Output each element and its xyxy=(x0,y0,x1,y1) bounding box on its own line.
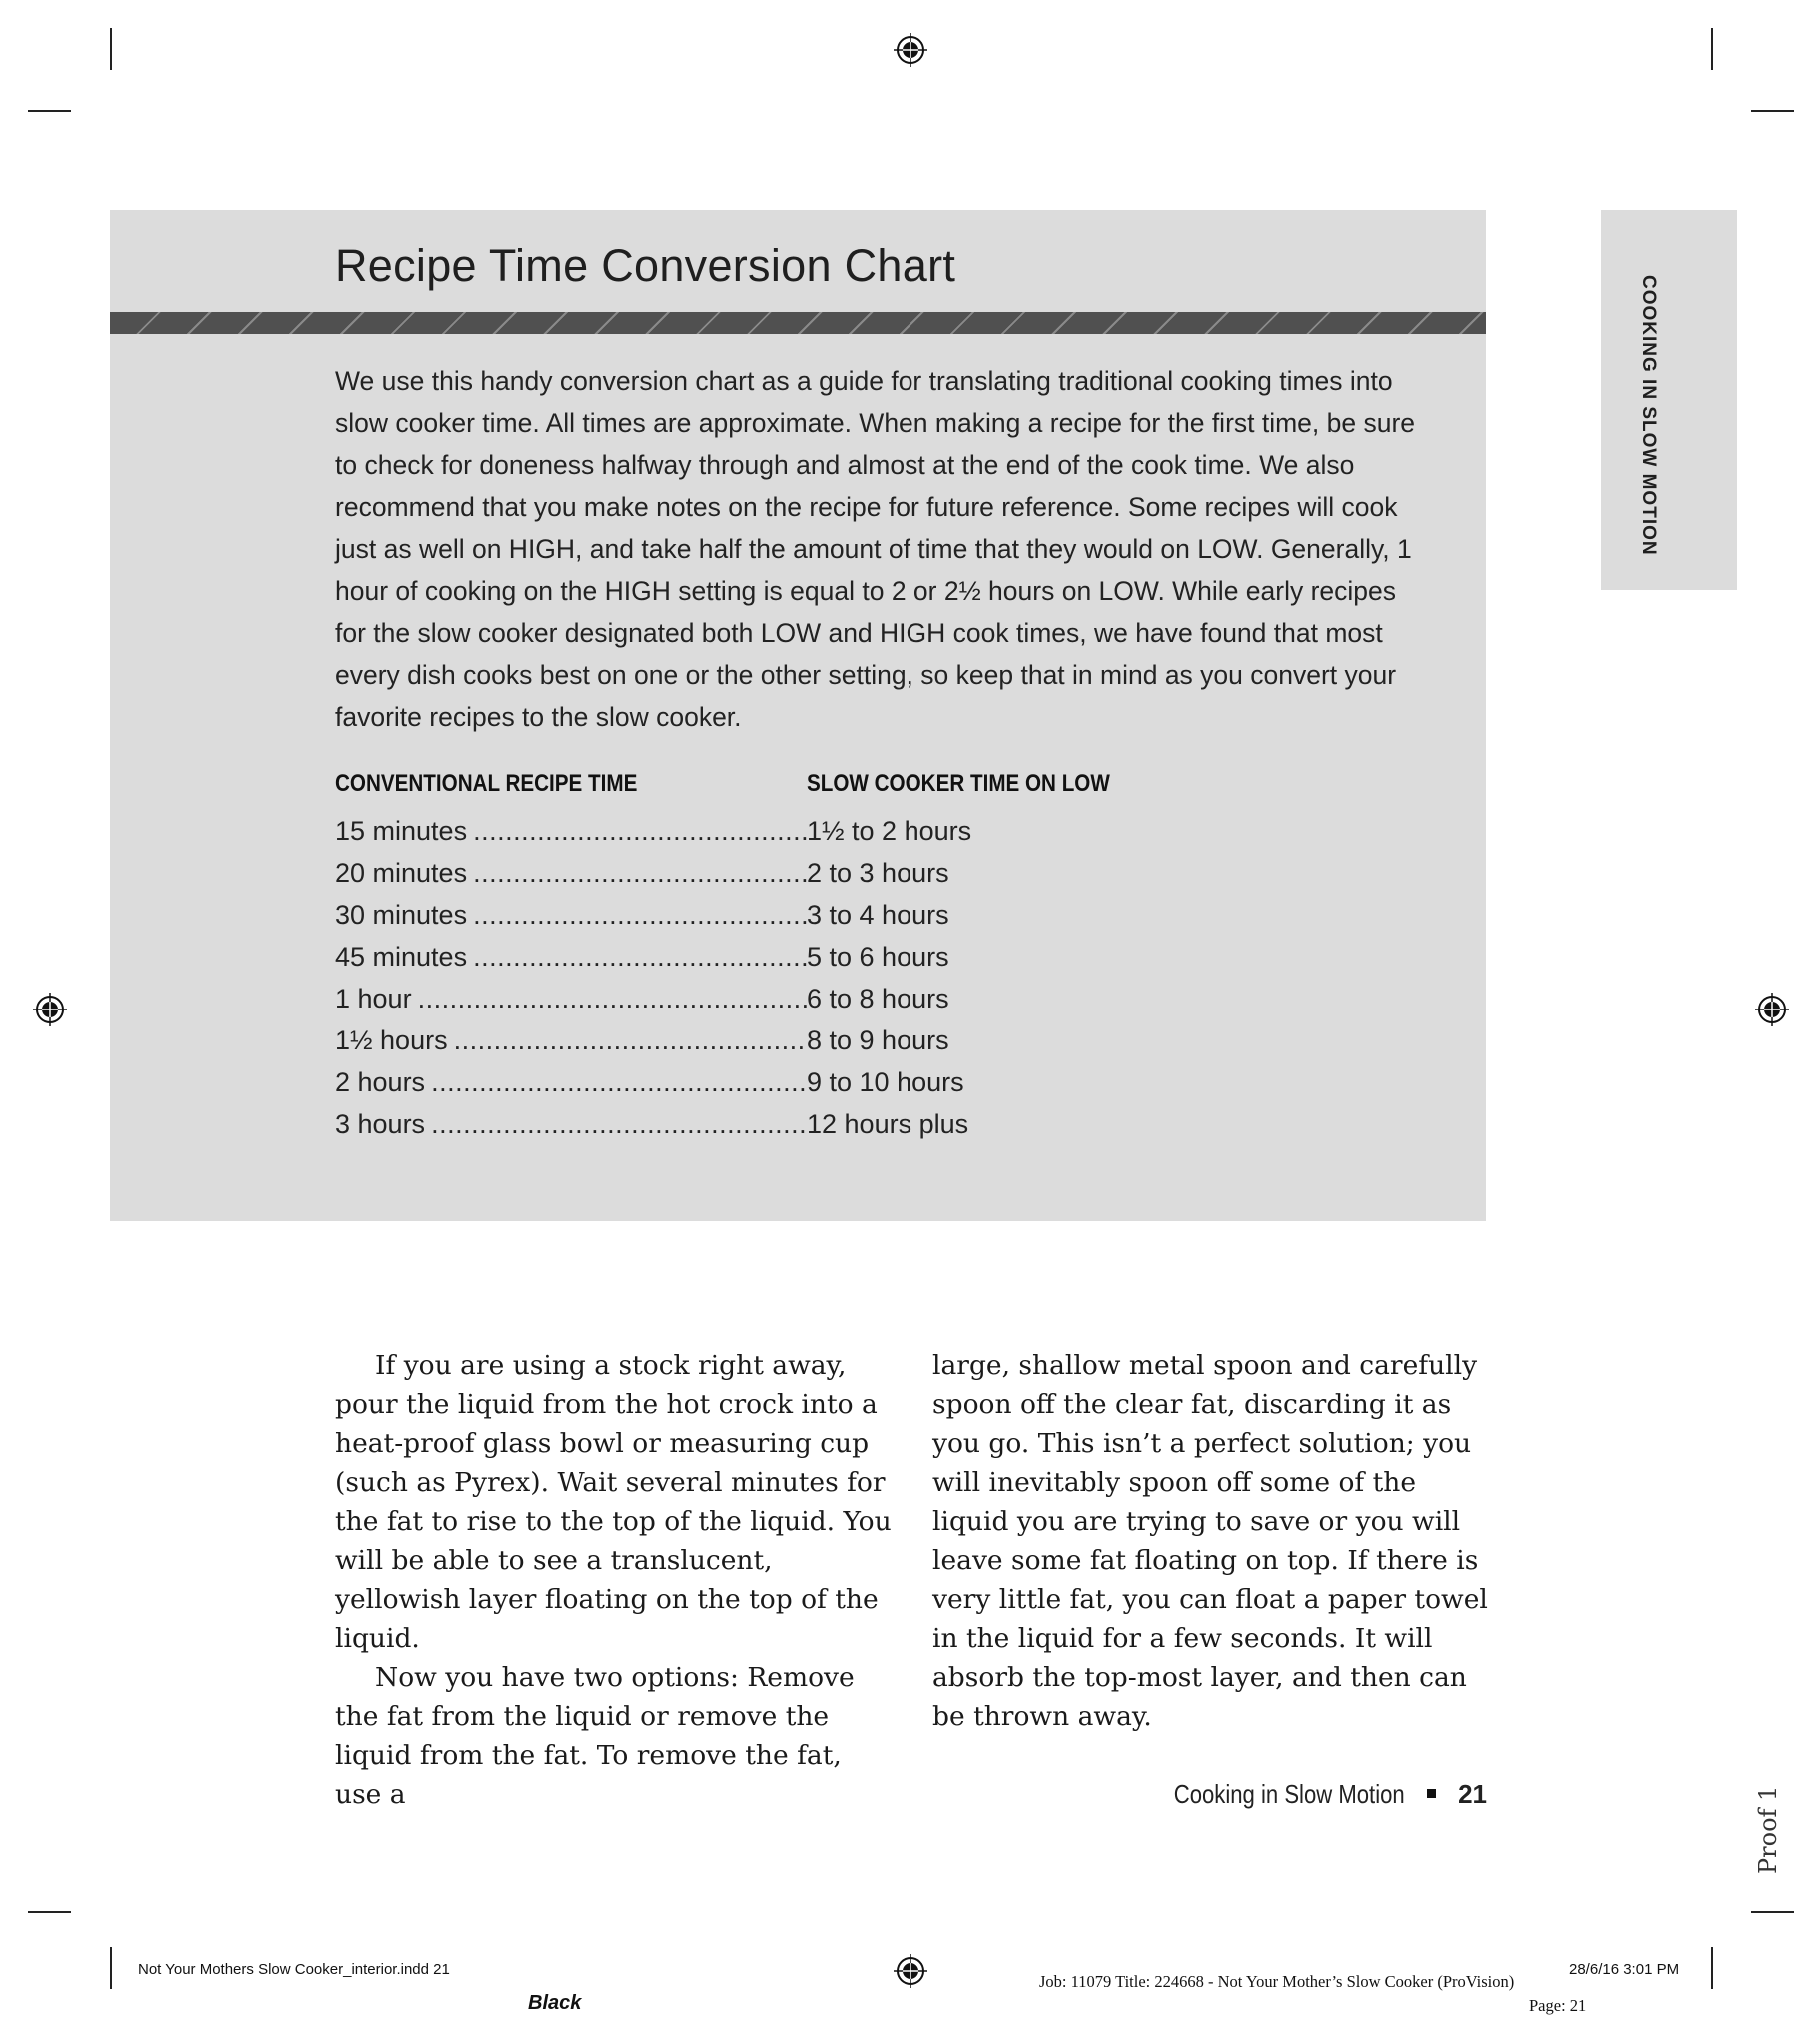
table-row xyxy=(335,1103,1034,1145)
registration-mark-icon xyxy=(33,993,67,1026)
slow-cooker-time: 8 to 9 hours xyxy=(807,1025,949,1055)
crop-mark xyxy=(1751,1911,1794,1913)
leader-dots xyxy=(473,810,807,852)
sidebar-title: Recipe Time Conversion Chart xyxy=(335,240,956,291)
conventional-time: 45 minutes xyxy=(335,942,468,972)
slow-cooker-time: 9 to 10 hours xyxy=(807,1067,964,1097)
crop-mark xyxy=(28,110,71,112)
crop-mark xyxy=(110,1947,112,1989)
body-paragraph: large, shallow metal spoon and carefully spoon off the clear fat, discarding it as you go. This isn’t a perfect solution; you will inevitably spoon off some of the liquid you are trying to save or you will leave some fat floating on top. If there is very little fat, you can float a paper towel in the liquid for a few seconds. It will absorb the top-most layer, and then can be thrown away. xyxy=(932,1350,1488,1732)
slow-cooker-time: 6 to 8 hours xyxy=(807,984,949,1013)
leader-dots xyxy=(473,936,807,978)
body-column-left xyxy=(335,1346,895,1814)
slow-cooker-time: 1½ to 2 hours xyxy=(807,816,972,846)
running-footer xyxy=(999,1779,1487,1810)
table-row xyxy=(335,936,1034,978)
conventional-time: 3 hours xyxy=(335,1109,426,1139)
registration-mark-icon xyxy=(894,33,927,67)
slug-page: Page: 21 xyxy=(1529,1996,1587,2015)
crop-mark xyxy=(110,28,112,70)
table-row xyxy=(335,852,1034,894)
table-row xyxy=(335,1061,1034,1103)
conventional-time: 20 minutes xyxy=(335,858,468,888)
leader-dots xyxy=(431,1061,807,1103)
slug-job: Job: 11079 Title: 224668 - Not Your Mother’s Slow Cooker (ProVision) xyxy=(1039,1972,1515,1991)
slug-date-time: 28/6/16 3:01 PM xyxy=(1569,1961,1680,1978)
conventional-time: 1½ hours xyxy=(335,1025,448,1055)
leader-dots xyxy=(473,894,807,936)
crop-mark xyxy=(1711,28,1713,70)
registration-mark-icon xyxy=(894,1954,927,1988)
body-column-right xyxy=(932,1346,1492,1736)
leader-dots xyxy=(473,852,807,894)
leader-dots xyxy=(431,1103,807,1145)
slug-file: Not Your Mothers Slow Cooker_interior.indd 21 xyxy=(138,1961,450,1978)
table-row xyxy=(335,978,1034,1019)
conventional-time: 30 minutes xyxy=(335,900,468,930)
bullet-icon xyxy=(1427,1789,1436,1798)
crop-mark xyxy=(1751,110,1794,112)
crop-mark xyxy=(28,1911,71,1913)
slow-cooker-time: 2 to 3 hours xyxy=(807,858,949,888)
conversion-table xyxy=(335,810,1034,1145)
table-row xyxy=(335,810,1034,852)
leader-dots xyxy=(418,978,807,1019)
crop-mark xyxy=(1711,1947,1713,1989)
page-number: 21 xyxy=(1458,1779,1487,1809)
conventional-time: 1 hour xyxy=(335,984,412,1013)
body-paragraph: Now you have two options: Remove the fat from the liquid or remove the liquid from the fat. To remove the fat, use a xyxy=(335,1662,855,1810)
slug-ink-color: Black xyxy=(528,1992,582,2014)
conventional-time: 15 minutes xyxy=(335,816,468,846)
sidebar-intro-text: We use this handy conversion chart as a guide for translating traditional cooking times into slow cooker time. All times are approximate. When making a recipe for the first time, be sure to check for doneness halfway through and almost at the end of the cook time. We also recommend that you make notes on the recipe for future reference. Some recipes will cook just as well on HIGH, and take half the amount of time that they would on LOW. Generally, 1 hour of cooking on the HIGH setting is equal to 2 or 2½ hours on LOW. While early recipes for the slow cooker designated both LOW and HIGH cook times, we have found that most every dish cooks best on one or the other setting, so keep that in mind as you convert your favorite recipes to the slow cooker. xyxy=(335,366,1416,732)
running-title: Cooking in Slow Motion xyxy=(1174,1779,1406,1809)
conventional-time: 2 hours xyxy=(335,1067,426,1097)
chapter-side-tab xyxy=(1601,210,1737,590)
leader-dots xyxy=(454,1019,807,1061)
decorative-band xyxy=(110,312,1486,334)
slow-cooker-time: 12 hours plus xyxy=(807,1109,969,1139)
slow-cooker-time: 5 to 6 hours xyxy=(807,942,949,972)
column-header-slow-cooker: SLOW COOKER TIME ON LOW xyxy=(807,770,1110,797)
table-row xyxy=(335,894,1034,936)
slow-cooker-time: 3 to 4 hours xyxy=(807,900,949,930)
body-paragraph: If you are using a stock right away, pour the liquid from the hot crock into a heat-proof glass bowl or measuring cup (such as Pyrex). Wait several minutes for the fat to rise to the top of the liquid. You will be able to see a translucent, yellowish layer floating on the top of the liquid. xyxy=(335,1350,892,1654)
proof-label: Proof 1 xyxy=(1754,1785,1782,1874)
conversion-chart-sidebar xyxy=(110,210,1486,1221)
table-row xyxy=(335,1019,1034,1061)
registration-mark-icon xyxy=(1755,993,1789,1026)
column-header-conventional: CONVENTIONAL RECIPE TIME xyxy=(335,770,638,797)
sidebar-intro xyxy=(335,360,1429,738)
chapter-side-tab-label: COOKING IN SLOW MOTION xyxy=(1638,275,1659,556)
